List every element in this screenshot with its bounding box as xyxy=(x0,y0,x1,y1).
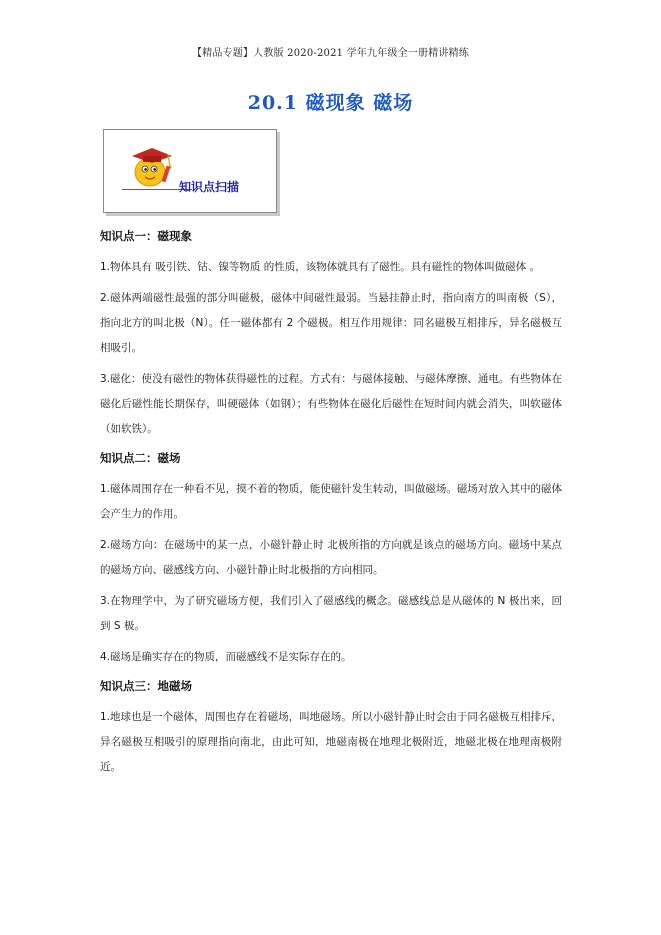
section-geomagnetic-field xyxy=(100,676,562,780)
section-magnetic-phenomena xyxy=(100,226,562,442)
paragraph: 2.磁体两端磁性最强的部分叫磁极，磁体中间磁性最弱。当悬挂静止时，指向南方的叫南极（S），指向北方的叫北极（N）。任一磁体都有 2 个磁极。相互作用规律：同名磁极互相排斥，异名磁极互相吸引。 xyxy=(100,292,562,354)
page-title: 20.1 磁现象 磁场 xyxy=(247,92,414,114)
paragraph: 3.磁化：使没有磁性的物体获得磁性的过程。方式有：与磁体接触、与磁体摩擦、通电。有些物体在磁化后磁性能长期保存，叫硬磁体（如钢）；有些物体在磁化后磁性在短时间内就会消失，叫软磁体（如软铁）。 xyxy=(100,373,562,435)
mascot-icon xyxy=(124,136,180,192)
paragraph: 1.地球也是一个磁体，周围也存在着磁场，叫地磁场。所以小磁针静止时会由于同名磁极互相排斥，异名磁极互相吸引的原理指向南北，由此可知，地磁南极在地理北极附近，地磁北极在地理南极附近。 xyxy=(100,711,562,773)
document-body xyxy=(100,226,562,786)
paragraph: 1.物体具有 吸引铁、钴、镍等物质 的性质，该物体就具有了磁性。具有磁性的物体叫做磁体 。 xyxy=(100,261,541,273)
paragraph: 3.在物理学中，为了研究磁场方便，我们引入了磁感线的概念。磁感线总是从磁体的 N 极出来，回到 S 极。 xyxy=(100,595,562,632)
section-magnetic-field xyxy=(100,448,562,670)
banner-label: 知识点扫描 xyxy=(179,180,240,194)
section-heading: 知识点一：磁现象 xyxy=(100,229,192,243)
knowledge-scan-banner xyxy=(103,129,277,213)
paragraph: 1.磁体周围存在一种看不见，摸不着的物质，能使磁针发生转动，叫做磁场。磁场对放入其中的磁体会产生力的作用。 xyxy=(100,483,562,520)
section-heading: 知识点三：地磁场 xyxy=(100,679,192,693)
paragraph: 2.磁场方向：在磁场中的某一点，小磁针静止时 北极所指的方向就是该点的磁场方向。磁场中某点的磁场方向、磁感线方向、小磁针静止时北极指的方向相同。 xyxy=(100,539,562,576)
section-heading: 知识点二：磁场 xyxy=(100,451,181,465)
page-header: 【精品专题】人教版 2020-2021 学年九年级全一册精讲精练 xyxy=(191,48,470,59)
paragraph: 4.磁场是确实存在的物质，而磁感线不是实际存在的。 xyxy=(100,651,352,663)
